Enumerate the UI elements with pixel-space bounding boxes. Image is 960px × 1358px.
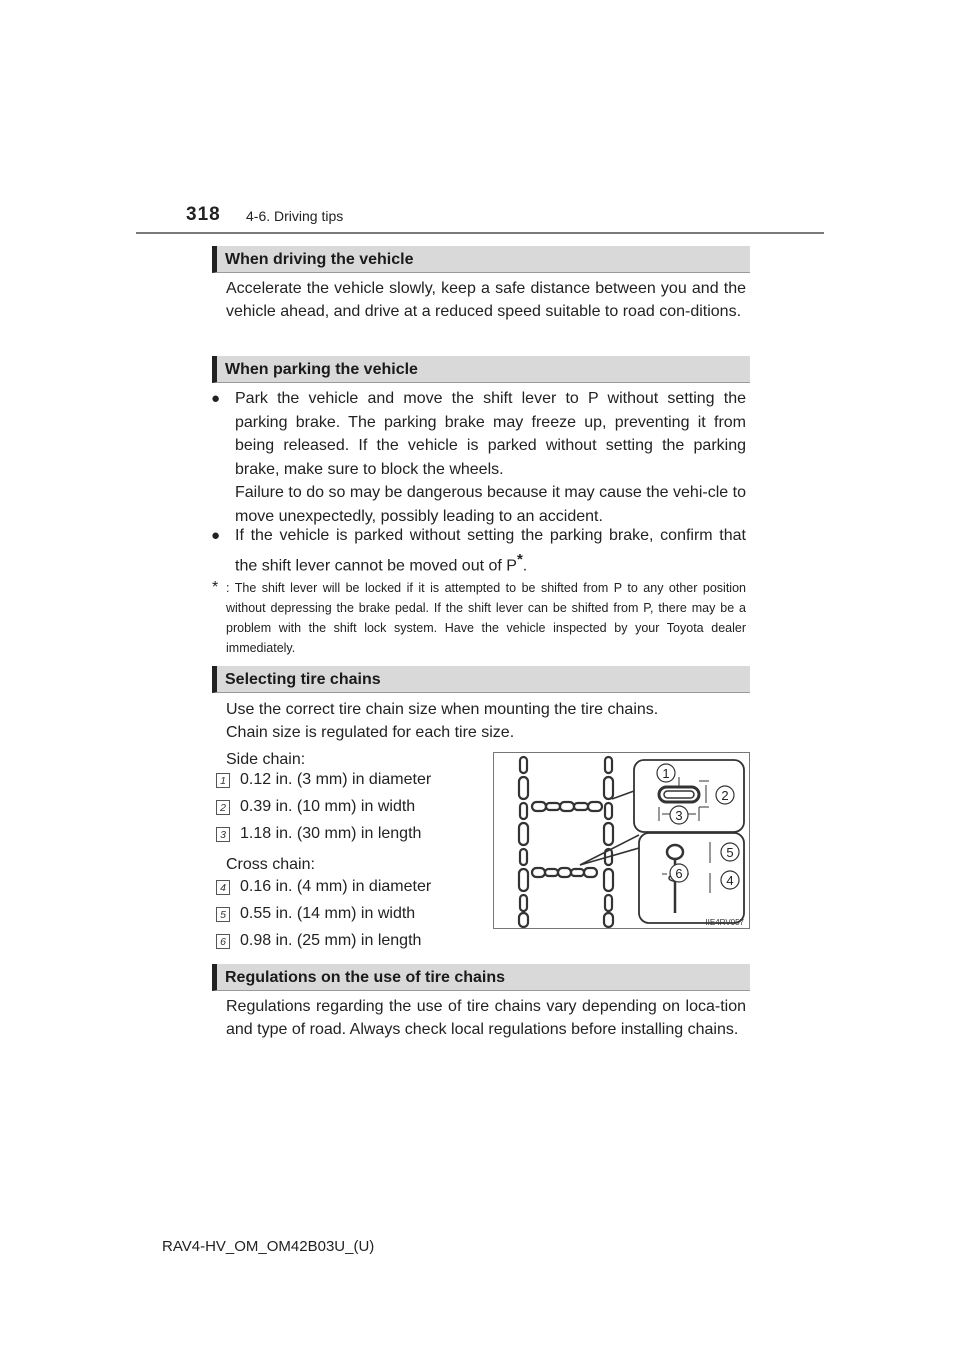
page-number: 318 xyxy=(186,204,221,225)
spec-item: 1 0.12 in. (3 mm) in diameter xyxy=(216,769,431,791)
parking-bullet-2 xyxy=(211,524,746,577)
callout-2: 2 xyxy=(216,800,230,815)
figure-callout-5: 5 xyxy=(726,845,734,860)
callout-6: 6 xyxy=(216,934,230,949)
heading-when-driving: When driving the vehicle xyxy=(212,246,750,273)
heading-when-parking: When parking the vehicle xyxy=(212,356,750,383)
driving-paragraph: Accelerate the vehicle slowly, keep a safe distance between you and the vehicle ahead, and drive at a reduced speed suitable to road con-ditions. xyxy=(226,280,746,320)
figure-callout-1: 1 xyxy=(662,766,670,781)
section-title: 4-6. Driving tips xyxy=(246,208,344,224)
heading-regulations: Regulations on the use of tire chains xyxy=(212,964,750,991)
cross-chain-label: Cross chain: xyxy=(226,856,315,873)
tire-chain-figure xyxy=(493,752,750,929)
callout-5: 5 xyxy=(216,907,230,922)
spec-item: 6 0.98 in. (25 mm) in length xyxy=(216,930,421,952)
header-divider xyxy=(136,232,824,234)
heading-selecting-chains: Selecting tire chains xyxy=(212,666,750,693)
callout-1: 1 xyxy=(216,773,230,788)
spec-item: 2 0.39 in. (10 mm) in width xyxy=(216,796,415,818)
bullet-icon: ● xyxy=(211,527,221,544)
parking-bullet-1-text: Park the vehicle and move the shift lever to P without setting the parking brake. The parking brake may freeze up, preventing it from being released. If the vehicle is parked without setting the parking brake, make sure to block the wheels. Failure to do so may be dangerous because it may cause the vehi-cle to move unexpectedly, possibly leading to an accident. xyxy=(235,390,746,525)
document-code: RAV4-HV_OM_OM42B03U_(U) xyxy=(162,1238,375,1255)
spec-item: 3 1.18 in. (30 mm) in length xyxy=(216,823,421,845)
callout-3: 3 xyxy=(216,827,230,842)
figure-callout-6: 6 xyxy=(675,866,683,881)
note-asterisk: * xyxy=(212,579,219,596)
asterisk-note xyxy=(212,578,746,658)
parking-bullet-2-text: If the vehicle is parked without setting the parking brake, confirm that the shift lever cannot be moved out of P*. xyxy=(235,527,746,574)
note-text: : The shift lever will be locked if it is attempted to be shifted from P to any other position without depressing the brake pedal. If the shift lever can be shifted from P, there may be a problem with the shift lock system. Have the vehicle inspected by your Toyota dealer immediately. xyxy=(226,581,746,655)
asterisk-marker: * xyxy=(516,550,523,568)
figure-callout-3: 3 xyxy=(675,808,683,823)
tire-chain-illustration xyxy=(494,753,749,928)
side-chain-label: Side chain: xyxy=(226,751,306,768)
bullet-icon: ● xyxy=(211,390,221,407)
figure-code: IIE4RV057 xyxy=(705,918,744,927)
parking-bullet-1 xyxy=(211,387,746,528)
figure-callout-2: 2 xyxy=(721,788,729,803)
figure-callout-4: 4 xyxy=(726,873,734,888)
selecting-intro-2: Chain size is regulated for each tire size. xyxy=(226,724,515,741)
selecting-intro-1: Use the correct tire chain size when mounting the tire chains. xyxy=(226,701,659,718)
regulations-paragraph: Regulations regarding the use of tire chains vary depending on loca-tion and type of road. Always check local regulations before installing chains. xyxy=(226,998,746,1038)
callout-4: 4 xyxy=(216,880,230,895)
spec-item: 4 0.16 in. (4 mm) in diameter xyxy=(216,876,431,898)
spec-item: 5 0.55 in. (14 mm) in width xyxy=(216,903,415,925)
